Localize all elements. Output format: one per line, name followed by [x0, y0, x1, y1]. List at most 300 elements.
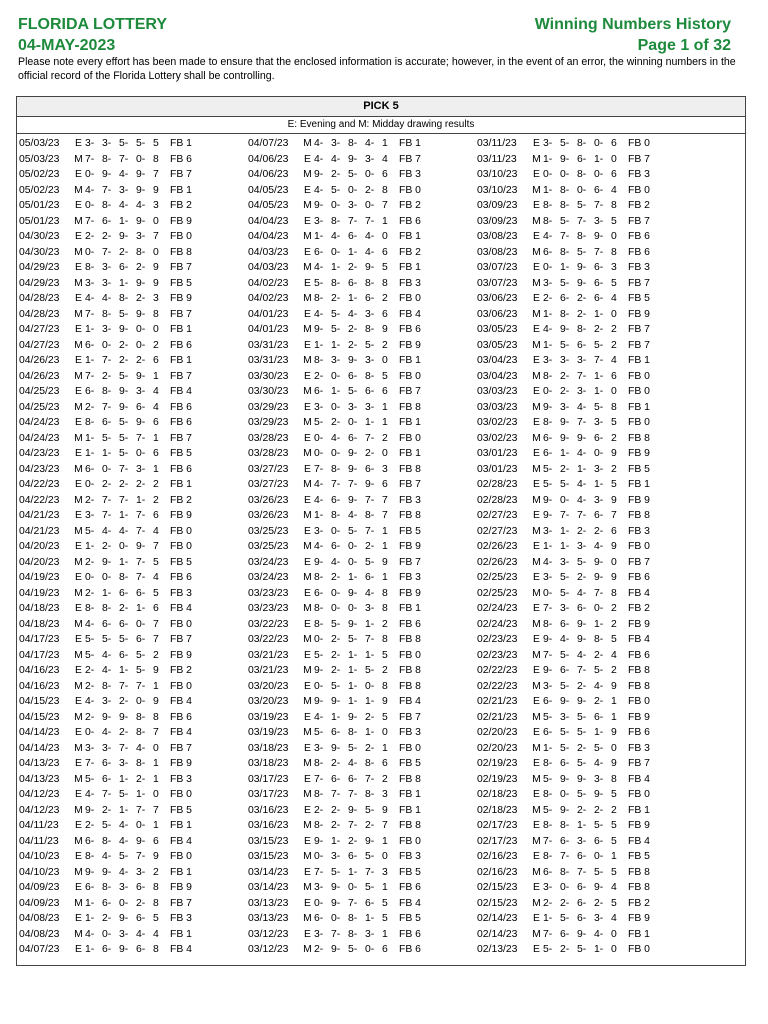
draw-date: 03/27/23 — [248, 463, 289, 475]
draw-row — [19, 570, 202, 586]
draw-digit: 3- — [577, 355, 587, 366]
draw-type: E — [75, 727, 82, 738]
draw-digit: 0- — [365, 680, 375, 692]
draw-type: E — [533, 200, 540, 211]
draw-date: 04/18/23 — [19, 603, 60, 614]
draw-date: 04/14/23 — [19, 727, 60, 738]
draw-row — [248, 586, 431, 602]
draw-type: M — [532, 897, 541, 909]
draw-type: E — [533, 541, 540, 552]
draw-digit: 9- — [365, 479, 375, 490]
draw-digit: 8- — [543, 417, 553, 428]
draw-digit: 5 — [382, 262, 388, 273]
draw-digit: 6- — [577, 339, 587, 351]
draw-digit: 2- — [331, 572, 341, 583]
draw-digit: 1- — [85, 324, 95, 335]
draw-digit: 5- — [365, 339, 375, 351]
draw-digit: 1- — [102, 448, 112, 459]
draw-digit: 4- — [314, 308, 324, 320]
draw-digit: 8 — [611, 200, 617, 211]
draw-digit: 9- — [594, 572, 604, 583]
draw-digit: 6 — [382, 386, 388, 397]
draw-digit: 5- — [348, 742, 358, 754]
draw-type: M — [532, 835, 541, 847]
draw-digit: 2- — [331, 293, 341, 304]
draw-digit: 6- — [560, 665, 570, 676]
fireball-number: FB 6 — [170, 401, 192, 413]
draw-digit: 3- — [594, 417, 604, 428]
draw-digit: 7- — [136, 572, 146, 583]
draw-digit: 2- — [119, 339, 129, 351]
draw-digit: 1 — [382, 525, 388, 537]
draw-digit: 1 — [382, 541, 388, 552]
draw-type: E — [533, 665, 540, 676]
draw-type: E — [304, 587, 311, 599]
fireball-number: FB 9 — [628, 448, 650, 459]
draw-digit: 9- — [543, 510, 553, 521]
draw-digit: 1- — [348, 680, 358, 692]
draw-digit: 8- — [577, 138, 587, 149]
draw-digit: 7- — [594, 246, 604, 258]
fireball-number: FB 3 — [399, 727, 421, 738]
draw-digit: 9- — [119, 711, 129, 723]
draw-digit: 4 — [382, 153, 388, 165]
draw-date: 04/13/23 — [19, 773, 60, 785]
draw-digit: 8- — [102, 835, 112, 847]
draw-row — [477, 679, 660, 695]
draw-digit: 1- — [85, 448, 95, 459]
draw-row — [19, 400, 202, 416]
fireball-number: FB 0 — [399, 649, 421, 661]
draw-digit: 3- — [119, 184, 129, 196]
draw-digit: 4- — [314, 262, 324, 273]
draw-digit: 9- — [560, 417, 570, 428]
draw-date: 02/13/23 — [477, 944, 518, 955]
draw-row — [248, 353, 431, 369]
draw-digit: 5- — [577, 727, 587, 738]
fireball-number: FB 4 — [170, 727, 192, 738]
draw-date: 03/31/23 — [248, 339, 289, 351]
draw-date: 05/03/23 — [19, 138, 60, 149]
draw-digit: 1- — [543, 541, 553, 552]
draw-row — [477, 555, 660, 571]
draw-digit: 8 — [382, 587, 388, 599]
draw-row — [19, 384, 202, 400]
draw-digit: 4- — [85, 293, 95, 304]
draw-digit: 5- — [594, 401, 604, 413]
draw-date: 03/14/23 — [248, 866, 289, 878]
draw-digit: 0- — [577, 184, 587, 196]
draw-digit: 7- — [348, 820, 358, 831]
draw-digit: 4- — [314, 479, 324, 490]
draw-digit: 2 — [153, 339, 159, 351]
fireball-number: FB 3 — [399, 572, 421, 583]
draw-digit: 1- — [560, 448, 570, 459]
draw-digit: 9- — [119, 944, 129, 955]
draw-digit: 8- — [314, 355, 324, 366]
draw-date: 04/01/23 — [248, 324, 289, 335]
draw-type: E — [75, 200, 82, 211]
draw-digit: 5- — [102, 820, 112, 831]
draw-digit: 1 — [382, 742, 388, 754]
draw-digit: 7- — [577, 417, 587, 428]
draw-digit: 2- — [102, 370, 112, 382]
draw-row — [248, 462, 431, 478]
draw-row — [477, 942, 660, 958]
draw-date: 03/15/23 — [248, 851, 289, 862]
draw-digit: 2- — [85, 587, 95, 599]
draw-digit: 4- — [85, 184, 95, 196]
draw-digit: 8- — [314, 618, 324, 630]
draw-digit: 1- — [543, 184, 553, 196]
fireball-number: FB 8 — [628, 665, 650, 676]
draw-digit: 9- — [119, 913, 129, 924]
fireball-number: FB 2 — [170, 494, 192, 506]
draw-digit: 8- — [365, 758, 375, 769]
draw-type: M — [532, 246, 541, 258]
draw-date: 02/18/23 — [477, 804, 518, 816]
draw-digit: 6 — [382, 944, 388, 955]
draw-digit: 5- — [560, 215, 570, 227]
draw-digit: 0- — [85, 200, 95, 211]
draw-digit: 6- — [594, 277, 604, 289]
draw-digit: 6- — [102, 773, 112, 785]
draw-digit: 4- — [331, 556, 341, 568]
draw-date: 03/08/23 — [477, 246, 518, 258]
draw-digit: 2- — [365, 184, 375, 196]
draw-digit: 6 — [611, 169, 617, 180]
draw-type: E — [533, 293, 540, 304]
draw-row — [19, 477, 202, 493]
fireball-number: FB 3 — [628, 169, 650, 180]
fireball-number: FB 0 — [170, 789, 192, 800]
draw-digit: 2- — [119, 603, 129, 614]
draw-digit: 1- — [543, 742, 553, 754]
draw-digit: 9- — [136, 184, 146, 196]
draw-type: M — [74, 184, 83, 196]
draw-digit: 9- — [348, 355, 358, 366]
draw-digit: 3- — [365, 355, 375, 366]
draw-digit: 0- — [331, 587, 341, 599]
fireball-number: FB 1 — [170, 820, 192, 831]
draw-date: 04/19/23 — [19, 572, 60, 583]
draw-row — [477, 927, 660, 943]
draw-digit: 6- — [314, 587, 324, 599]
draw-digit: 9 — [611, 727, 617, 738]
draw-digit: 0 — [611, 928, 617, 940]
draw-digit: 0- — [543, 262, 553, 273]
fireball-number: FB 7 — [628, 215, 650, 227]
draw-digit: 4- — [365, 246, 375, 258]
draw-digit: 8- — [85, 603, 95, 614]
draw-digit: 2 — [611, 804, 617, 816]
draw-digit: 6- — [543, 727, 553, 738]
draw-digit: 2- — [348, 262, 358, 273]
draw-digit: 6- — [577, 913, 587, 924]
draw-digit: 5- — [594, 866, 604, 878]
draw-date: 02/19/23 — [477, 773, 518, 785]
draw-digit: 0- — [314, 680, 324, 692]
draw-digit: 1- — [348, 246, 358, 258]
draw-row — [477, 415, 660, 431]
draw-date: 04/17/23 — [19, 649, 60, 661]
fireball-number: FB 0 — [628, 370, 650, 382]
draw-digit: 6- — [348, 231, 358, 242]
draw-digit: 1- — [348, 665, 358, 676]
draw-digit: 4- — [85, 696, 95, 707]
draw-date: 04/24/23 — [19, 432, 60, 444]
draw-digit: 2- — [136, 773, 146, 785]
draw-row — [477, 152, 660, 168]
fireball-number: FB 3 — [628, 742, 650, 754]
draw-digit: 1 — [382, 928, 388, 940]
page-header-left — [18, 14, 167, 56]
draw-type: M — [532, 928, 541, 940]
draw-digit: 8- — [348, 727, 358, 738]
draw-digit: 8 — [611, 773, 617, 785]
draw-date: 04/12/23 — [19, 804, 60, 816]
fireball-number: FB 1 — [170, 355, 192, 366]
draw-date: 03/23/23 — [248, 603, 289, 614]
fireball-number: FB 8 — [399, 463, 421, 475]
draw-digit: 5- — [560, 572, 570, 583]
draw-digit: 1- — [365, 649, 375, 661]
draw-type: E — [75, 262, 82, 273]
draw-date: 02/28/23 — [477, 479, 518, 490]
draw-digit: 2- — [594, 324, 604, 335]
draw-digit: 8 — [611, 587, 617, 599]
draw-digit: 0- — [331, 200, 341, 211]
draw-digit: 9- — [560, 324, 570, 335]
draw-digit: 9- — [577, 432, 587, 444]
draw-digit: 1 — [153, 370, 159, 382]
draw-row — [248, 508, 431, 524]
draw-digit: 0- — [543, 587, 553, 599]
draw-type: E — [533, 820, 540, 831]
draw-row — [19, 524, 202, 540]
draw-row — [19, 942, 202, 958]
draw-digit: 5- — [102, 634, 112, 645]
draw-row — [19, 539, 202, 555]
fireball-number: FB 5 — [399, 866, 421, 878]
draw-digit: 2 — [611, 339, 617, 351]
draw-type: E — [533, 851, 540, 862]
draw-digit: 2- — [331, 634, 341, 645]
draw-type: E — [304, 215, 311, 227]
draw-digit: 4- — [348, 510, 358, 521]
draw-type: M — [303, 758, 312, 769]
draw-digit: 0- — [348, 417, 358, 428]
draw-digit: 6- — [314, 386, 324, 397]
draw-digit: 5 — [153, 556, 159, 568]
draw-digit: 2- — [314, 370, 324, 382]
draw-digit: 7- — [119, 463, 129, 475]
draw-digit: 4- — [119, 820, 129, 831]
draw-digit: 7- — [594, 355, 604, 366]
draw-row — [248, 539, 431, 555]
draw-digit: 0 — [153, 789, 159, 800]
draw-digit: 4- — [577, 587, 587, 599]
draw-digit: 9- — [314, 556, 324, 568]
disclaimer-text: Please note every effort has been made to ensure that the enclosed information is accurate; however, in the event of an error, the winning numbers in the official record of the Florida Lottery shall be controlling. — [18, 56, 736, 82]
draw-digit: 8 — [611, 401, 617, 413]
draw-digit: 6- — [594, 262, 604, 273]
draw-digit: 7- — [119, 153, 129, 165]
draw-row — [477, 493, 660, 509]
fireball-number: FB 5 — [399, 758, 421, 769]
draw-date: 03/11/23 — [477, 138, 517, 149]
draw-digit: 0- — [594, 448, 604, 459]
draw-digit: 9 — [382, 696, 388, 707]
draw-digit: 6- — [577, 603, 587, 614]
draw-digit: 0 — [153, 215, 159, 227]
draw-row — [477, 307, 660, 323]
draw-date: 03/07/23 — [477, 277, 518, 289]
draw-digit: 8- — [543, 215, 553, 227]
draw-digit: 5- — [594, 742, 604, 754]
draw-date: 04/13/23 — [19, 758, 60, 769]
draw-digit: 9 — [382, 556, 388, 568]
draw-date: 03/19/23 — [248, 727, 289, 738]
draw-date: 02/16/23 — [477, 866, 518, 878]
fireball-number: FB 1 — [170, 928, 192, 940]
draw-digit: 5- — [560, 277, 570, 289]
draw-digit: 0- — [85, 169, 95, 180]
draw-digit: 3- — [543, 138, 553, 149]
results-column-3 — [477, 136, 660, 958]
draw-digit: 2- — [560, 463, 570, 475]
draw-row — [19, 865, 202, 881]
draw-digit: 5 — [153, 138, 159, 149]
draw-date: 03/05/23 — [477, 324, 518, 335]
fireball-number: FB 4 — [399, 308, 421, 320]
draw-row — [248, 911, 431, 927]
draw-type: M — [303, 789, 312, 800]
fireball-number: FB 1 — [399, 231, 421, 242]
draw-date: 02/22/23 — [477, 665, 518, 676]
draw-date: 04/16/23 — [19, 680, 60, 692]
draw-digit: 9 — [611, 680, 617, 692]
fireball-number: FB 7 — [399, 153, 421, 165]
draw-date: 03/01/23 — [477, 448, 518, 459]
draw-digit: 3- — [314, 742, 324, 754]
draw-digit: 6- — [577, 851, 587, 862]
draw-row — [248, 229, 431, 245]
draw-row — [248, 741, 431, 757]
draw-digit: 6- — [594, 293, 604, 304]
draw-row — [248, 322, 431, 338]
draw-row — [477, 167, 660, 183]
draw-digit: 9 — [153, 851, 159, 862]
draw-digit: 4- — [102, 727, 112, 738]
draw-row — [248, 880, 431, 896]
fireball-number: FB 0 — [628, 386, 650, 397]
draw-digit: 9- — [314, 324, 324, 335]
draw-digit: 0- — [136, 820, 146, 831]
fireball-number: FB 9 — [170, 215, 192, 227]
draw-digit: 1 — [611, 696, 617, 707]
draw-digit: 7- — [102, 355, 112, 366]
draw-date: 04/04/23 — [248, 215, 289, 227]
draw-digit: 8 — [611, 246, 617, 258]
draw-row — [19, 849, 202, 865]
draw-digit: 7 — [153, 727, 159, 738]
draw-digit: 2 — [382, 293, 388, 304]
draw-date: 02/27/23 — [477, 525, 518, 537]
fireball-number: FB 9 — [399, 587, 421, 599]
draw-digit: 9- — [119, 231, 129, 242]
draw-digit: 8- — [314, 603, 324, 614]
draw-digit: 8 — [382, 634, 388, 645]
draw-digit: 3- — [577, 541, 587, 552]
draw-digit: 7- — [543, 835, 553, 847]
draw-digit: 9- — [560, 153, 570, 165]
draw-digit: 0- — [543, 169, 553, 180]
draw-digit: 1- — [543, 339, 553, 351]
draw-digit: 9- — [348, 494, 358, 506]
draw-digit: 7- — [136, 556, 146, 568]
draw-row — [248, 152, 431, 168]
draw-date: 04/02/23 — [248, 277, 289, 289]
draw-row — [248, 601, 431, 617]
fireball-number: FB 7 — [170, 262, 192, 273]
draw-row — [19, 586, 202, 602]
draw-digit: 3- — [594, 494, 604, 506]
draw-digit: 5- — [119, 432, 129, 444]
draw-digit: 6- — [85, 463, 95, 475]
draw-type: M — [532, 556, 541, 568]
draw-digit: 3- — [102, 262, 112, 273]
draw-date: 03/17/23 — [248, 789, 289, 800]
report-date: 04-MAY-2023 — [18, 37, 116, 54]
draw-row — [248, 648, 431, 664]
draw-digit: 2 — [611, 432, 617, 444]
draw-date: 03/25/23 — [248, 541, 289, 552]
draw-type: M — [532, 153, 541, 165]
draw-row — [19, 694, 202, 710]
draw-digit: 9- — [594, 789, 604, 800]
draw-row — [248, 493, 431, 509]
draw-type: M — [303, 944, 312, 955]
draw-digit: 0- — [331, 370, 341, 382]
fireball-number: FB 7 — [170, 742, 192, 754]
org-name: FLORIDA LOTTERY — [18, 16, 168, 33]
draw-date: 05/02/23 — [19, 184, 60, 196]
draw-type: E — [75, 603, 82, 614]
draw-date: 03/14/23 — [248, 882, 289, 893]
draw-digit: 5- — [560, 727, 570, 738]
draw-digit: 9- — [136, 215, 146, 227]
draw-digit: 8- — [331, 463, 341, 475]
draw-date: 03/31/23 — [248, 355, 289, 366]
draw-digit: 1- — [119, 556, 129, 568]
draw-digit: 9- — [136, 417, 146, 428]
draw-row — [477, 369, 660, 385]
draw-date: 03/10/23 — [477, 169, 518, 180]
draw-digit: 9- — [331, 897, 341, 909]
draw-digit: 0- — [331, 401, 341, 413]
draw-row — [477, 787, 660, 803]
draw-digit: 0- — [314, 851, 324, 862]
draw-digit: 5- — [314, 417, 324, 428]
fireball-number: FB 8 — [399, 773, 421, 785]
draw-type: E — [304, 897, 311, 909]
draw-digit: 5 — [153, 913, 159, 924]
draw-digit: 6- — [365, 463, 375, 475]
draw-row — [248, 787, 431, 803]
draw-digit: 1- — [348, 696, 358, 707]
draw-row — [248, 865, 431, 881]
